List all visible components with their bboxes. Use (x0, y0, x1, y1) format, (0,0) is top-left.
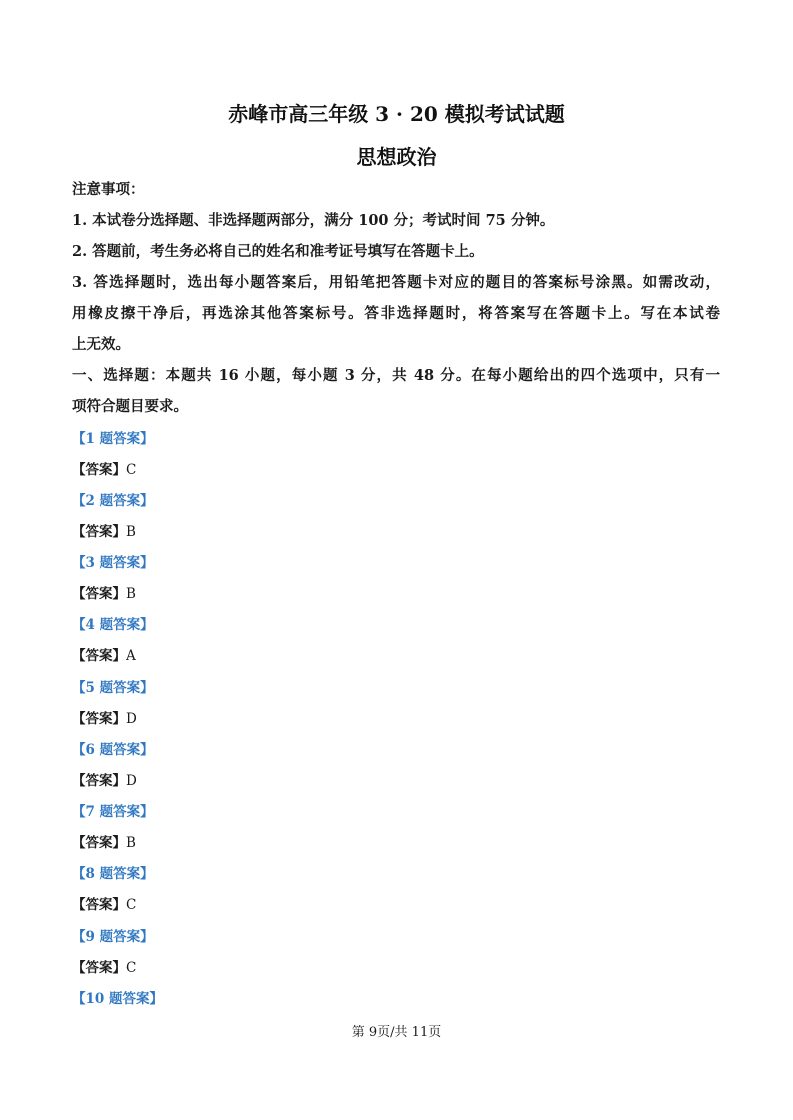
answer-prefix: 【答案】 (72, 462, 126, 478)
notice-item-3-line-3: 上无效。 (72, 336, 130, 353)
question-6-label: 【6 题答案】 (72, 742, 154, 758)
answer-value: C (126, 462, 137, 478)
question-5-answer (72, 707, 137, 727)
question-10-label: 【10 题答案】 (72, 991, 163, 1007)
document-title: 赤峰市高三年级 3 · 20 模拟考试试题 (228, 102, 565, 126)
answer-value: C (126, 960, 137, 976)
notice-heading: 注意事项： (72, 181, 145, 198)
answer-value: B (126, 524, 136, 540)
answer-value: D (126, 773, 137, 789)
answer-prefix: 【答案】 (72, 835, 126, 851)
answer-prefix: 【答案】 (72, 773, 126, 789)
question-7-label: 【7 题答案】 (72, 804, 154, 820)
section-heading-line-2: 项符合题目要求。 (72, 398, 188, 415)
answer-prefix: 【答案】 (72, 648, 126, 664)
notice-item-2: 2. 答题前，考生务必将自己的姓名和准考证号填写在答题卡上。 (72, 243, 484, 260)
question-9-label: 【9 题答案】 (72, 929, 154, 945)
answer-prefix: 【答案】 (72, 524, 126, 540)
answer-value: A (126, 648, 136, 664)
notice-item-3-line-2: 用橡皮擦干净后，再选涂其他答案标号。答非选择题时，将答案写在答题卡上。写在本试卷 (72, 305, 720, 322)
question-8-answer (72, 893, 136, 913)
answer-prefix: 【答案】 (72, 960, 126, 976)
answer-value: C (126, 897, 137, 913)
question-6-answer (72, 769, 137, 789)
question-9-answer (72, 956, 136, 976)
question-8-label: 【8 题答案】 (72, 866, 154, 882)
question-2-answer (72, 520, 136, 540)
answer-value: B (126, 586, 136, 602)
section-heading-line-1: 一、选择题：本题共 16 小题，每小题 3 分，共 48 分。在每小题给出的四个选项中，只有一 (72, 367, 720, 384)
question-3-label: 【3 题答案】 (72, 555, 154, 571)
question-1-label: 【1 题答案】 (72, 431, 154, 447)
answer-prefix: 【答案】 (72, 711, 126, 727)
notice-item-3-line-1: 3. 答选择题时，选出每小题答案后，用铅笔把答题卡对应的题目的答案标号涂黑。如需改动， (72, 274, 720, 291)
question-5-label: 【5 题答案】 (72, 680, 154, 696)
answer-prefix: 【答案】 (72, 586, 126, 602)
question-2-label: 【2 题答案】 (72, 493, 154, 509)
answer-prefix: 【答案】 (72, 897, 126, 913)
subject-title: 思想政治 (356, 145, 437, 169)
notice-item-1: 1. 本试卷分选择题、非选择题两部分，满分 100 分；考试时间 75 分钟。 (72, 212, 555, 229)
question-7-answer (72, 831, 136, 851)
answer-value: D (126, 711, 137, 727)
question-4-answer (72, 644, 136, 664)
question-1-answer (72, 458, 136, 478)
answer-value: B (126, 835, 136, 851)
question-3-answer (72, 582, 136, 602)
question-4-label: 【4 题答案】 (72, 617, 154, 633)
page-indicator: 第 9页/共 11页 (351, 1025, 442, 1040)
